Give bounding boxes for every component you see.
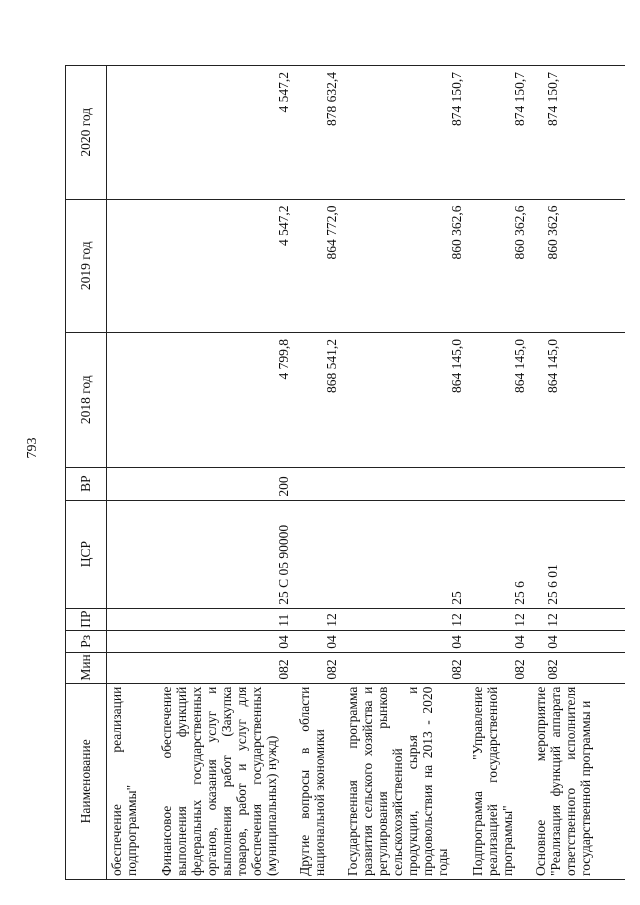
row-rz: 04 <box>343 630 468 652</box>
row-rz: 04 <box>157 630 295 652</box>
row-vr <box>468 467 531 500</box>
row-2020: 4 547,2 <box>157 66 295 200</box>
row-name: Подпрограмма "Управление реализацией государственной программы" <box>468 683 531 879</box>
header-2019: 2019 год <box>66 199 107 332</box>
row-vr <box>531 467 626 500</box>
row-2019: 4 547,2 <box>157 199 295 332</box>
header-csr: ЦСР <box>66 500 107 608</box>
budget-table <box>65 65 625 880</box>
table-row <box>343 66 468 880</box>
row-csr <box>295 500 343 608</box>
row-2020: 874 150,7 <box>343 66 468 200</box>
row-name: Другие вопросы в области национальной экономики <box>295 683 343 879</box>
row-2018 <box>107 332 157 467</box>
row-min: 082 <box>531 652 626 683</box>
row-2018: 4 799,8 <box>157 332 295 467</box>
row-rz: 04 <box>295 630 343 652</box>
row-2019: 864 772,0 <box>295 199 343 332</box>
row-name: обеспечение реализации подпрограммы" <box>107 683 157 879</box>
header-pr: ПР <box>66 608 107 630</box>
row-name: Основное мероприятие "Реализация функций аппарата ответственного исполнителя государственной программы и <box>531 683 626 879</box>
row-csr: 25 6 01 <box>531 500 626 608</box>
row-min <box>107 652 157 683</box>
row-2020 <box>107 66 157 200</box>
table-row <box>295 66 343 880</box>
header-min: Мин <box>66 652 107 683</box>
table-row <box>107 66 157 880</box>
table-row <box>157 66 295 880</box>
row-min: 082 <box>157 652 295 683</box>
row-pr: 12 <box>468 608 531 630</box>
row-csr: 25 6 <box>468 500 531 608</box>
row-2018: 868 541,2 <box>295 332 343 467</box>
row-pr: 11 <box>157 608 295 630</box>
row-min: 082 <box>468 652 531 683</box>
row-csr: 25 <box>343 500 468 608</box>
row-rz: 04 <box>468 630 531 652</box>
row-pr: 12 <box>531 608 626 630</box>
row-pr <box>107 608 157 630</box>
row-rz: 04 <box>531 630 626 652</box>
row-2019: 860 362,6 <box>343 199 468 332</box>
row-2019: 860 362,6 <box>468 199 531 332</box>
row-min: 082 <box>295 652 343 683</box>
row-csr <box>107 500 157 608</box>
row-2020: 874 150,7 <box>468 66 531 200</box>
row-2019: 860 362,6 <box>531 199 626 332</box>
budget-table-rotated <box>65 65 625 880</box>
row-vr <box>343 467 468 500</box>
row-2018: 864 145,0 <box>468 332 531 467</box>
table-row <box>468 66 531 880</box>
row-name: Государственная программа развития сельского хозяйства и регулирования рынков сельскохозяйственной продукции, сырья и продовольствия на 2013 - 2020 годы <box>343 683 468 879</box>
header-2020: 2020 год <box>66 66 107 200</box>
page-number: 793 <box>25 437 40 459</box>
row-2018: 864 145,0 <box>343 332 468 467</box>
header-2018: 2018 год <box>66 332 107 467</box>
row-vr: 200 <box>157 467 295 500</box>
header-vr: ВР <box>66 467 107 500</box>
row-2020: 874 150,7 <box>531 66 626 200</box>
row-2019 <box>107 199 157 332</box>
table-header-row <box>66 66 107 880</box>
header-rz: Рз <box>66 630 107 652</box>
row-name: Финансовое обеспечение выполнения функций федеральных государственных органов, оказания услуг и выполнения работ (Закупка товаров, работ и услуг для обеспечения государственных (муниципальных) нужд) <box>157 683 295 879</box>
row-2018: 864 145,0 <box>531 332 626 467</box>
row-pr: 12 <box>343 608 468 630</box>
row-pr: 12 <box>295 608 343 630</box>
row-csr: 25 С 05 90000 <box>157 500 295 608</box>
row-vr <box>107 467 157 500</box>
table-row <box>531 66 626 880</box>
row-rz <box>107 630 157 652</box>
row-min: 082 <box>343 652 468 683</box>
row-vr <box>295 467 343 500</box>
row-2020: 878 632,4 <box>295 66 343 200</box>
header-name: Наименование <box>66 683 107 879</box>
